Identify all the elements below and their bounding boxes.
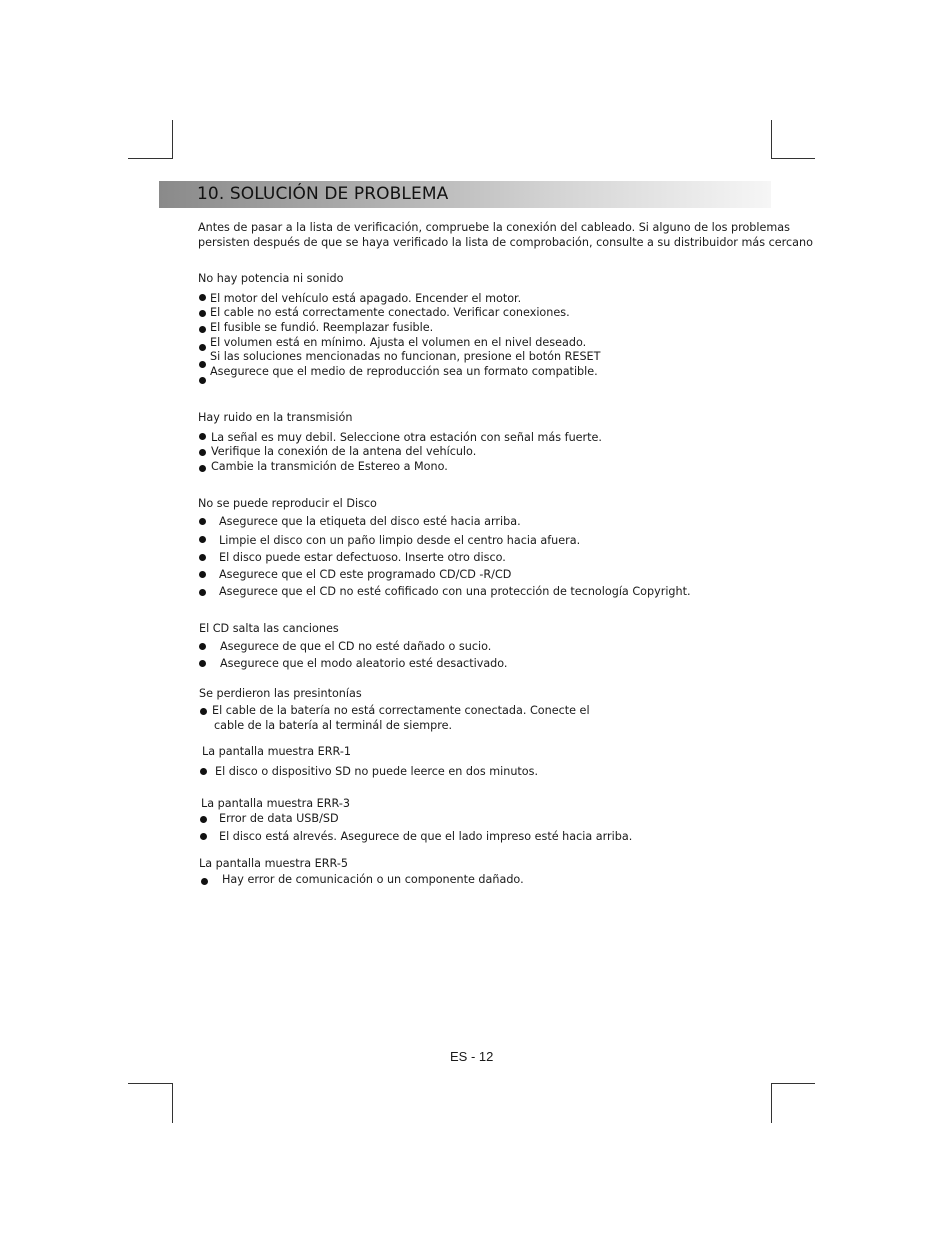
section-heading-err1: La pantalla muestra ERR-1 [202,745,351,758]
section-heading-disc: No se puede reproducir el Disco [198,497,377,510]
bullet-dot [199,326,206,333]
crop-mark [172,120,173,158]
list-item: El fusible se fundió. Reemplazar fusible. [210,321,434,334]
bullet-dot [199,571,206,578]
crop-mark [128,1083,173,1084]
list-item: Si las soluciones mencionadas no funcionan, presione el botón RESET [210,350,601,363]
section-heading-cd-skips: El CD salta las canciones [199,622,339,635]
bullet-dot [199,377,206,384]
bullet-dot [201,878,208,885]
bullet-dot [199,660,206,667]
section-heading-no-power: No hay potencia ni sonido [198,272,344,285]
bullet-dot [200,708,207,715]
section-heading-presets: Se perdieron las presintonías [199,687,362,700]
list-item: Asegurece que la etiqueta del disco esté hacia arriba. [219,515,521,528]
list-item: La señal es muy debil. Seleccione otra estación con señal más fuerte. [211,431,602,444]
list-item: Asegurece que el modo aleatorio esté desactivado. [220,657,508,670]
list-item: Asegurece que el CD este programado CD/CD -R/CD [219,568,512,581]
bullet-dot [199,589,206,596]
crop-mark [771,1083,815,1084]
intro-line: persisten después de que se haya verificado la lista de comprobación, consulte a su distribuidor más cercano [198,236,813,249]
bullet-dot [199,465,206,472]
crop-mark [128,158,173,159]
bullet-dot [199,536,206,543]
bullet-dot [199,554,206,561]
bullet-dot [199,294,206,301]
list-item: El cable no está correctamente conectado. Verificar conexiones. [210,306,570,319]
bullet-dot [199,449,206,456]
list-item: Cambie la transmición de Estereo a Mono. [211,460,448,473]
intro-line: Antes de pasar a la lista de verificación, compruebe la conexión del cableado. Si alguno de los problemas [198,221,790,234]
crop-mark [172,1083,173,1123]
crop-mark [771,120,772,158]
bullet-dot [199,518,206,525]
list-item: El volumen está en mínimo. Ajusta el volumen en el nivel deseado. [210,336,587,349]
bullet-dot [199,344,206,351]
section-heading-err3: La pantalla muestra ERR-3 [201,797,350,810]
page-number: ES - 12 [450,1049,494,1064]
list-item: Hay error de comunicación o un componente dañado. [222,873,524,886]
list-item: Error de data USB/SD [219,812,339,825]
list-item: Verifique la conexión de la antena del vehículo. [211,445,477,458]
list-item: El disco puede estar defectuoso. Inserte otro disco. [219,551,506,564]
crop-mark [771,1083,772,1123]
page-title: 10. SOLUCIÓN DE PROBLEMA [197,184,449,204]
list-item: Asegurece de que el CD no esté dañado o sucio. [220,640,492,653]
list-item: El cable de la batería no está correctamente conectada. Conecte el [212,704,590,717]
list-item: El disco está alrevés. Asegurece de que el lado impreso esté hacia arriba. [219,830,633,843]
bullet-dot [200,768,207,775]
bullet-dot [199,433,206,440]
list-item: El motor del vehículo está apagado. Encender el motor. [210,292,522,305]
crop-mark [771,158,815,159]
bullet-dot [199,643,206,650]
list-item: El disco o dispositivo SD no puede leerce en dos minutos. [215,765,539,778]
list-item: Asegurece que el CD no esté cofificado con una protección de tecnología Copyright. [219,585,691,598]
section-heading-err5: La pantalla muestra ERR-5 [199,857,348,870]
bullet-dot [199,310,206,317]
bullet-dot [200,816,207,823]
bullet-dot [199,361,206,368]
intro-paragraph [198,220,813,250]
list-item: cable de la batería al terminál de siempre. [214,719,453,732]
section-heading-noise: Hay ruido en la transmisión [198,411,353,424]
list-item: Asegurece que el medio de reproducción sea un formato compatible. [210,365,598,378]
list-item: Limpie el disco con un paño limpio desde el centro hacia afuera. [219,534,581,547]
bullet-dot [200,833,207,840]
